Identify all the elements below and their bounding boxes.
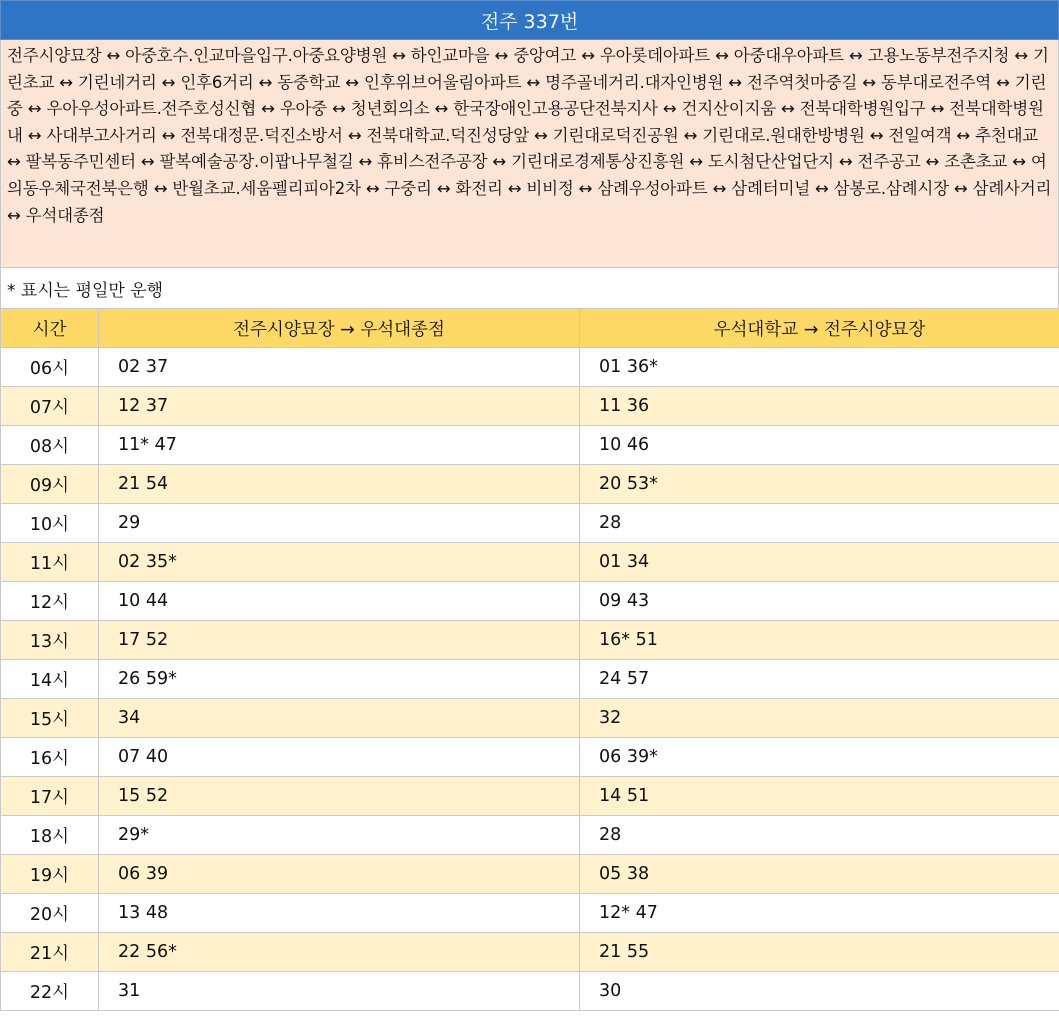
table-row: [1, 621, 1059, 660]
table-row: [1, 465, 1059, 504]
hour-cell: 18시: [1, 816, 99, 855]
column-header-forward: 전주시양묘장 → 우석대종점: [99, 309, 580, 348]
hour-cell: 12시: [1, 582, 99, 621]
reverse-times-cell: 14 51: [580, 777, 1059, 816]
reverse-times-cell: 12* 47: [580, 894, 1059, 933]
hour-cell: 21시: [1, 933, 99, 972]
reverse-times-cell: 32: [580, 699, 1059, 738]
hour-cell: 20시: [1, 894, 99, 933]
schedule-rows: [1, 348, 1059, 1011]
hour-cell: 16시: [1, 738, 99, 777]
route-stops: 전주시양묘장 ↔ 아중호수.인교마을입구.아중요양병원 ↔ 하인교마을 ↔ 중앙여고 ↔ 우아롯데아파트 ↔ 아중대우아파트 ↔ 고용노동부전주지청 ↔ 기린초교 ↔ 기린네거리 ↔ 인후6거리 ↔ 동중학교 ↔ 인후위브어울림아파트 ↔ 명주골네거리.대자인병원 ↔ 전주역첫마중길 ↔ 동부대로전주역 ↔ 기린중 ↔ 우아우성아파트.전주호성신협 ↔ 우아중 ↔ 청년회의소 ↔ 한국장애인고용공단전북지사 ↔ 건지산이지움 ↔ 전북대학병원입구 ↔ 전북대학병원내 ↔ 사대부고사거리 ↔ 전북대정문.덕진소방서 ↔ 전북대학교.덕진성당앞 ↔ 기린대로덕진공원 ↔ 기린대로.원대한방병원 ↔ 전일여객 ↔ 추천대교 ↔ 팔복동주민센터 ↔ 팔복예술공장.이팝나무철길 ↔ 휴비스전주공장 ↔ 기린대로경제통상진흥원 ↔ 도시첨단산업단지 ↔ 전주공고 ↔ 조촌초교 ↔ 여의동우체국전북은행 ↔ 반월초교.세움펠리피아2차 ↔ 구중리 ↔ 화전리 ↔ 비비정 ↔ 삼례우성아파트 ↔ 삼례터미널 ↔ 삼봉로.삼례시장 ↔ 삼례사거리 ↔ 우석대종점: [0, 40, 1059, 268]
forward-times-cell: 22 56*: [99, 933, 580, 972]
forward-times-cell: 29*: [99, 816, 580, 855]
reverse-times-cell: 30: [580, 972, 1059, 1011]
column-header-reverse: 우석대학교 → 전주시양묘장: [580, 309, 1059, 348]
hour-cell: 09시: [1, 465, 99, 504]
forward-times-cell: 21 54: [99, 465, 580, 504]
table-row: [1, 543, 1059, 582]
forward-times-cell: 29: [99, 504, 580, 543]
hour-cell: 14시: [1, 660, 99, 699]
hour-cell: 17시: [1, 777, 99, 816]
forward-times-cell: 26 59*: [99, 660, 580, 699]
weekday-note: * 표시는 평일만 운행: [0, 268, 1059, 308]
forward-times-cell: 10 44: [99, 582, 580, 621]
table-row: [1, 972, 1059, 1011]
column-header-hour: 시간: [1, 309, 99, 348]
hour-cell: 07시: [1, 387, 99, 426]
table-row: [1, 348, 1059, 387]
hour-cell: 10시: [1, 504, 99, 543]
reverse-times-cell: 10 46: [580, 426, 1059, 465]
reverse-times-cell: 28: [580, 816, 1059, 855]
hour-cell: 08시: [1, 426, 99, 465]
forward-times-cell: 07 40: [99, 738, 580, 777]
hour-cell: 22시: [1, 972, 99, 1011]
table-row: [1, 582, 1059, 621]
table-row: [1, 816, 1059, 855]
schedule-table: [0, 308, 1059, 1011]
forward-times-cell: 15 52: [99, 777, 580, 816]
forward-times-cell: 13 48: [99, 894, 580, 933]
route-title: 전주 337번: [0, 0, 1059, 40]
table-row: [1, 660, 1059, 699]
table-header-row: [1, 309, 1059, 348]
forward-times-cell: 31: [99, 972, 580, 1011]
reverse-times-cell: 01 34: [580, 543, 1059, 582]
table-row: [1, 699, 1059, 738]
reverse-times-cell: 11 36: [580, 387, 1059, 426]
forward-times-cell: 11* 47: [99, 426, 580, 465]
hour-cell: 06시: [1, 348, 99, 387]
reverse-times-cell: 20 53*: [580, 465, 1059, 504]
table-row: [1, 933, 1059, 972]
reverse-times-cell: 21 55: [580, 933, 1059, 972]
reverse-times-cell: 24 57: [580, 660, 1059, 699]
reverse-times-cell: 05 38: [580, 855, 1059, 894]
reverse-times-cell: 28: [580, 504, 1059, 543]
forward-times-cell: 34: [99, 699, 580, 738]
reverse-times-cell: 01 36*: [580, 348, 1059, 387]
reverse-times-cell: 06 39*: [580, 738, 1059, 777]
hour-cell: 15시: [1, 699, 99, 738]
hour-cell: 11시: [1, 543, 99, 582]
forward-times-cell: 02 37: [99, 348, 580, 387]
reverse-times-cell: 09 43: [580, 582, 1059, 621]
table-row: [1, 777, 1059, 816]
forward-times-cell: 06 39: [99, 855, 580, 894]
forward-times-cell: 12 37: [99, 387, 580, 426]
hour-cell: 19시: [1, 855, 99, 894]
table-row: [1, 387, 1059, 426]
table-row: [1, 855, 1059, 894]
forward-times-cell: 17 52: [99, 621, 580, 660]
reverse-times-cell: 16* 51: [580, 621, 1059, 660]
table-row: [1, 426, 1059, 465]
table-row: [1, 894, 1059, 933]
table-row: [1, 738, 1059, 777]
hour-cell: 13시: [1, 621, 99, 660]
forward-times-cell: 02 35*: [99, 543, 580, 582]
table-row: [1, 504, 1059, 543]
